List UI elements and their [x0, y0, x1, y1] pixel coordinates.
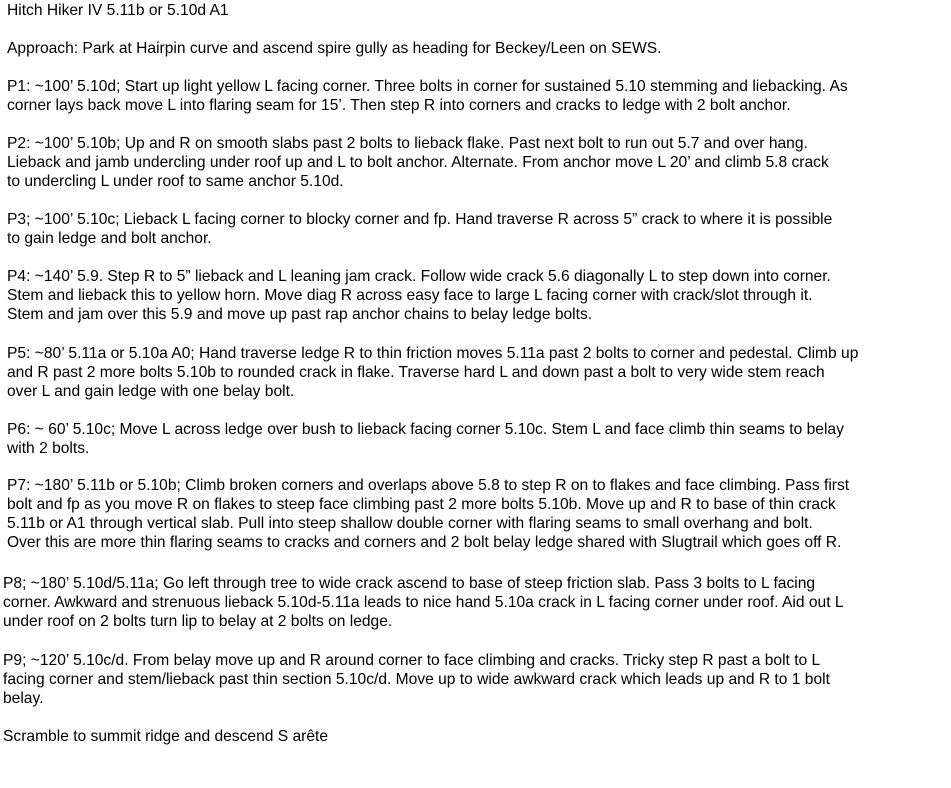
title-line: Hitch Hiker IV 5.11b or 5.10d A1: [7, 2, 229, 19]
pitch-6-line: P6: ~ 60’ 5.10c; Move L across ledge over bush to lieback facing corner 5.10c. Stem L and face climb thin seams to belay: [7, 421, 844, 438]
descent-paragraph: [3, 727, 328, 746]
pitch-3-paragraph: [7, 210, 832, 248]
pitch-2-line: P2: ~100’ 5.10b; Up and R on smooth slabs past 2 bolts to lieback flake. Past next bolt to run out 5.7 and over hang.: [7, 135, 808, 152]
pitch-8-line: P8; ~180’ 5.10d/5.11a; Go left through tree to wide crack ascend to base of steep friction slab. Pass 3 bolts to L facing: [3, 575, 816, 592]
approach-paragraph: [7, 39, 661, 58]
pitch-8-line: under roof on 2 bolts turn lip to belay at 2 bolts on ledge.: [3, 613, 393, 630]
pitch-7-line: Over this are more thin flaring seams to cracks and corners and 2 bolt belay ledge shared with Slugtrail which goes off R.: [7, 534, 842, 551]
pitch-8-line: corner. Awkward and strenuous lieback 5.10d-5.11a leads to nice hand 5.10a crack in L facing corner under roof. Aid out L: [3, 594, 844, 611]
pitch-7-line: P7: ~180’ 5.11b or 5.10b; Climb broken corners and overlaps above 5.8 to step R on to flakes and face climbing. Pass first: [7, 477, 850, 494]
approach-line: Approach: Park at Hairpin curve and ascend spire gully as heading for Beckey/Leen on SEWS.: [7, 40, 662, 57]
pitch-3-line: to gain ledge and bolt anchor.: [7, 230, 212, 247]
pitch-7-paragraph: [7, 476, 849, 552]
pitch-2-line: Lieback and jamb undercling under roof up and L to bolt anchor. Alternate. From anchor move L 20’ and climb 5.8 crack: [7, 154, 829, 171]
pitch-2-paragraph: [7, 134, 829, 191]
pitch-6-paragraph: [7, 420, 844, 458]
pitch-5-line: P5: ~80’ 5.11a or 5.10a A0; Hand traverse ledge R to thin friction moves 5.11a past 2 bolts to corner and pedestal. Climb up: [7, 345, 859, 362]
pitch-1-paragraph: [7, 77, 848, 115]
descent-line: Scramble to summit ridge and descend S arête: [3, 728, 329, 745]
pitch-3-line: P3; ~100’ 5.10c; Lieback L facing corner to blocky corner and fp. Hand traverse R across 5” crack to where it is possible: [7, 211, 833, 228]
pitch-5-line: over L and gain ledge with one belay bolt.: [7, 383, 295, 400]
pitch-7-line: bolt and fp as you move R on flakes to steep face climbing past 2 more bolts 5.10b. Move up and R to base of thin crack: [7, 496, 836, 513]
pitch-7-line: 5.11b or A1 through vertical slab. Pull into steep shallow double corner with flaring seams to small overhang and bolt.: [7, 515, 813, 532]
pitch-9-paragraph: [3, 651, 830, 708]
route-title: [7, 1, 229, 20]
pitch-1-line: P1: ~100’ 5.10d; Start up light yellow L facing corner. Three bolts in corner for sustained 5.10 stemming and liebacking. As: [7, 78, 848, 95]
pitch-2-line: to undercling L under roof to same anchor 5.10d.: [7, 173, 344, 190]
pitch-6-line: with 2 bolts.: [7, 440, 90, 457]
pitch-4-line: Stem and lieback this to yellow horn. Move diag R across easy face to large L facing corner with crack/slot through it.: [7, 287, 813, 304]
pitch-5-line: and R past 2 more bolts 5.10b to rounded crack in flake. Traverse hard L and down past a bolt to very wide stem reach: [7, 364, 825, 381]
pitch-4-line: P4: ~140’ 5.9. Step R to 5” lieback and L leaning jam crack. Follow wide crack 5.6 diagonally L to step down into corner.: [7, 268, 831, 285]
pitch-9-line: belay.: [3, 690, 44, 707]
pitch-9-line: facing corner and stem/lieback past thin section 5.10c/d. Move up to wide awkward crack which leads up and R to 1 bolt: [3, 671, 830, 688]
pitch-4-paragraph: [7, 267, 831, 324]
pitch-8-paragraph: [3, 574, 844, 631]
pitch-4-line: Stem and jam over this 5.9 and move up past rap anchor chains to belay ledge bolts.: [7, 306, 593, 323]
pitch-5-paragraph: [7, 344, 858, 401]
pitch-9-line: P9; ~120’ 5.10c/d. From belay move up and R around corner to face climbing and cracks. Tricky step R past a bolt to L: [3, 652, 821, 669]
pitch-1-line: corner lays back move L into flaring seam for 15’. Then step R into corners and cracks to ledge with 2 bolt anchor.: [7, 97, 791, 114]
